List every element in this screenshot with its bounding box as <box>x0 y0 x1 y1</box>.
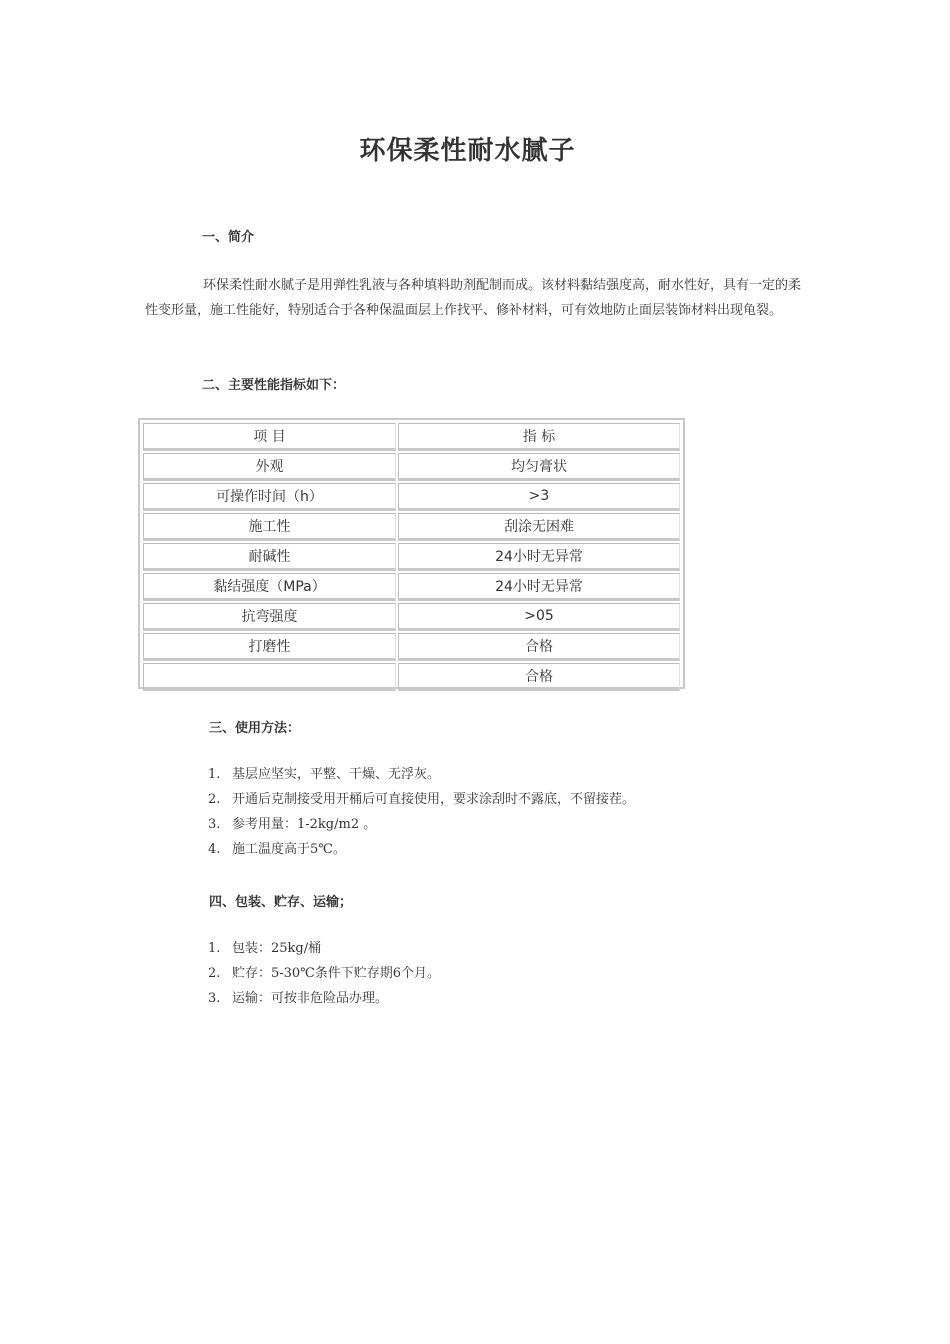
table-cell: 均匀膏状 <box>398 453 680 481</box>
table-row <box>143 603 680 631</box>
table-header-cell: 指 标 <box>398 423 680 451</box>
list-number: 2. <box>208 792 221 807</box>
list-text: 包装：25kg/桶 <box>232 941 322 956</box>
table-cell: 耐碱性 <box>143 543 396 571</box>
intro-paragraph: 环保柔性耐水腻子是用弹性乳液与各种填料助剂配制而成。该材料黏结强度高，耐水性好，具有一定的柔性变形量，施工性能好，特别适合于各种保温面层上作找平、修补材料，可有效地防止面层装饰材料出现龟裂。 <box>145 278 802 318</box>
list-item <box>208 936 440 961</box>
list-number: 4. <box>208 842 221 857</box>
packaging-list <box>208 936 440 1011</box>
list-number: 3. <box>208 817 221 832</box>
table-cell: >3 <box>398 483 680 511</box>
table-row <box>143 543 680 571</box>
list-number: 3. <box>208 991 221 1006</box>
usage-list <box>208 762 635 862</box>
table-cell: 可操作时间（h） <box>143 483 396 511</box>
table-cell: 刮涂无困难 <box>398 513 680 541</box>
table-cell <box>143 663 396 691</box>
list-number: 2. <box>208 966 221 981</box>
table-cell: >05 <box>398 603 680 631</box>
table-row <box>143 453 680 481</box>
spec-table <box>138 418 685 689</box>
table-row <box>143 633 680 661</box>
table-cell: 打磨性 <box>143 633 396 661</box>
table-cell: 24小时无异常 <box>398 573 680 601</box>
section-heading-specs: 二、主要性能指标如下： <box>202 378 346 393</box>
table-cell: 外观 <box>143 453 396 481</box>
table-cell: 24小时无异常 <box>398 543 680 571</box>
table-cell: 抗弯强度 <box>143 603 396 631</box>
list-number: 1. <box>208 941 221 956</box>
table-cell: 施工性 <box>143 513 396 541</box>
list-item <box>208 961 440 986</box>
list-item <box>208 762 635 787</box>
list-text: 参考用量：1-2kg/m2 。 <box>232 817 377 832</box>
list-text: 运输：可按非危险品办理。 <box>232 991 389 1006</box>
table-header-row <box>143 423 680 451</box>
section-heading-intro: 一、简介 <box>202 230 255 245</box>
table-row <box>143 513 680 541</box>
section-heading-packaging: 四、包装、贮存、运输； <box>209 895 353 910</box>
table-row <box>143 573 680 601</box>
table-header-cell: 项 目 <box>143 423 396 451</box>
table-cell: 合格 <box>398 663 680 691</box>
list-item <box>208 837 635 862</box>
document-title: 环保柔性耐水腻子 <box>359 136 576 166</box>
list-text: 开通后克制接受用开桶后可直接使用，要求涂刮时不露底，不留接茬。 <box>232 792 636 807</box>
list-item <box>208 812 635 837</box>
list-number: 1. <box>208 767 221 782</box>
table-row <box>143 483 680 511</box>
list-item <box>208 787 635 812</box>
list-text: 贮存：5-30℃条件下贮存期6个月。 <box>232 966 441 981</box>
table-cell: 合格 <box>398 633 680 661</box>
list-item <box>208 986 440 1011</box>
list-text: 基层应坚实，平整、干燥、无浮灰。 <box>232 767 441 782</box>
table-cell: 黏结强度（MPa） <box>143 573 396 601</box>
section-heading-usage: 三、使用方法： <box>209 721 301 736</box>
list-text: 施工温度高于5℃。 <box>232 842 346 857</box>
table-row <box>143 663 680 691</box>
